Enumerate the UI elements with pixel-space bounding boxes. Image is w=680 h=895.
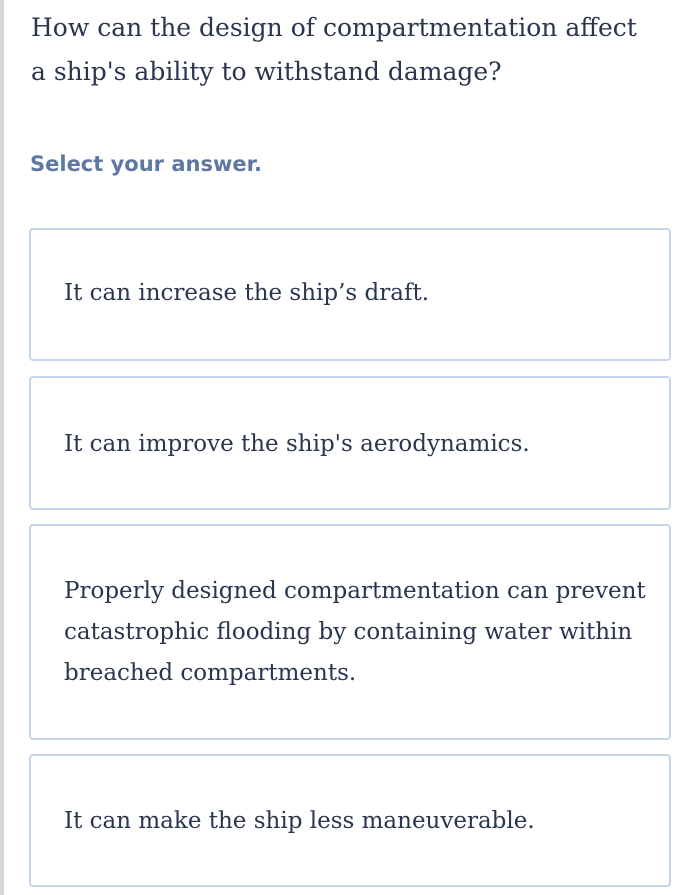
answer-option-2[interactable]	[29, 376, 671, 510]
answer-option-label: It can increase the ship’s draft.	[64, 280, 430, 306]
answer-prompt: Select your answer.	[30, 152, 262, 176]
answer-option-4[interactable]	[29, 754, 671, 887]
answer-option-label: It can make the ship less maneuverable.	[64, 808, 535, 834]
left-border	[0, 0, 4, 895]
answer-option-label: Properly designed compartmentation can prevent catastrophic flooding by containing water within breached compartments.	[64, 578, 646, 686]
question-text: How can the design of compartmentation affect a ship's ability to withstand damage?	[31, 13, 637, 86]
answer-option-1[interactable]	[29, 228, 671, 361]
answer-option-label: It can improve the ship's aerodynamics.	[64, 431, 530, 457]
answer-option-3[interactable]	[29, 524, 671, 740]
